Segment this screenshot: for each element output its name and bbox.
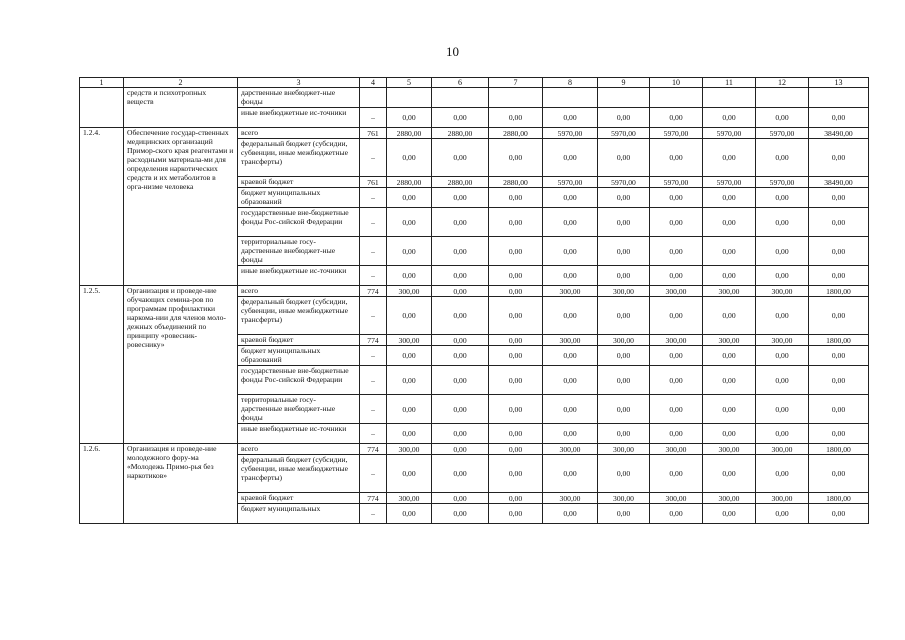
item-name: Организация и проведе-ние молодежного фору-ма «Молодежь Примо-рья без наркотиков» xyxy=(124,444,238,524)
funding-source: краевой бюджет xyxy=(238,177,360,188)
amount-cell: 0,00 xyxy=(756,455,809,493)
amount-cell: 0,00 xyxy=(387,455,432,493)
table-row xyxy=(80,444,869,455)
amount-cell: 300,00 xyxy=(387,335,432,346)
item-name: Организация и проведе-ние обучающих семина-ров по программам профилактики наркома-нии для членов моло-дежных объединений по принципу «ровесник-ровеснику» xyxy=(124,286,238,444)
amount-cell: 0,00 xyxy=(756,188,809,208)
column-header: 13 xyxy=(809,78,869,88)
table-header xyxy=(80,78,869,88)
amount-cell: 0,00 xyxy=(432,286,489,297)
funding-source: иные внебюджетные ис-точники xyxy=(238,424,360,444)
amount-cell: 0,00 xyxy=(432,208,489,237)
amount-cell: 0,00 xyxy=(756,366,809,395)
amount-cell: 0,00 xyxy=(703,266,756,286)
item-name: средств и психотропных веществ xyxy=(124,88,238,128)
funding-source: всего xyxy=(238,286,360,297)
amount-cell: 300,00 xyxy=(543,493,598,504)
amount-cell: 0,00 xyxy=(489,108,543,128)
executor-code: – xyxy=(360,455,387,493)
executor-code: 761 xyxy=(360,177,387,188)
funding-source: краевой бюджет xyxy=(238,493,360,504)
amount-cell: 0,00 xyxy=(489,297,543,335)
amount-cell: 0,00 xyxy=(432,444,489,455)
amount-cell: 0,00 xyxy=(650,455,703,493)
amount-cell: 0,00 xyxy=(543,346,598,366)
amount-cell: 300,00 xyxy=(598,286,650,297)
amount-cell: 5970,00 xyxy=(598,177,650,188)
amount-cell: 0,00 xyxy=(756,504,809,524)
column-header: 12 xyxy=(756,78,809,88)
amount-cell: 0,00 xyxy=(387,108,432,128)
executor-code: – xyxy=(360,366,387,395)
amount-cell: 1800,00 xyxy=(809,493,869,504)
amount-cell: 0,00 xyxy=(432,139,489,177)
executor-code: 774 xyxy=(360,335,387,346)
column-header: 3 xyxy=(238,78,360,88)
amount-cell: 300,00 xyxy=(703,444,756,455)
amount-cell: 0,00 xyxy=(809,208,869,237)
amount-cell xyxy=(598,88,650,108)
page-number: 10 xyxy=(446,44,459,59)
amount-cell xyxy=(432,88,489,108)
funding-source: государственные вне-бюджетные фонды Рос-сийской Федерации xyxy=(238,366,360,395)
amount-cell: 0,00 xyxy=(703,455,756,493)
amount-cell: 0,00 xyxy=(489,208,543,237)
amount-cell: 0,00 xyxy=(598,297,650,335)
amount-cell: 0,00 xyxy=(543,139,598,177)
amount-cell: 0,00 xyxy=(489,346,543,366)
amount-cell: 0,00 xyxy=(387,208,432,237)
amount-cell: 0,00 xyxy=(387,237,432,266)
amount-cell: 0,00 xyxy=(432,266,489,286)
amount-cell xyxy=(756,88,809,108)
column-header: 8 xyxy=(543,78,598,88)
amount-cell: 0,00 xyxy=(703,346,756,366)
table-row xyxy=(80,128,869,139)
amount-cell: 0,00 xyxy=(598,266,650,286)
amount-cell: 0,00 xyxy=(703,395,756,424)
amount-cell: 0,00 xyxy=(650,395,703,424)
amount-cell: 0,00 xyxy=(809,455,869,493)
item-code xyxy=(80,88,124,128)
amount-cell: 0,00 xyxy=(489,424,543,444)
amount-cell: 0,00 xyxy=(756,346,809,366)
amount-cell: 0,00 xyxy=(650,424,703,444)
funding-source: иные внебюджетные ис-точники xyxy=(238,266,360,286)
amount-cell: 0,00 xyxy=(598,504,650,524)
item-code: 1.2.5. xyxy=(80,286,124,444)
amount-cell: 0,00 xyxy=(489,455,543,493)
executor-code: – xyxy=(360,108,387,128)
amount-cell: 0,00 xyxy=(432,366,489,395)
table-row xyxy=(80,286,869,297)
executor-code: 761 xyxy=(360,128,387,139)
amount-cell: 0,00 xyxy=(543,395,598,424)
column-header: 9 xyxy=(598,78,650,88)
executor-code xyxy=(360,88,387,108)
amount-cell: 0,00 xyxy=(543,188,598,208)
amount-cell: 0,00 xyxy=(809,395,869,424)
executor-code: – xyxy=(360,266,387,286)
amount-cell: 300,00 xyxy=(543,286,598,297)
amount-cell: 0,00 xyxy=(489,188,543,208)
budget-table xyxy=(79,77,869,524)
amount-cell: 0,00 xyxy=(650,237,703,266)
amount-cell: 0,00 xyxy=(543,266,598,286)
amount-cell: 2880,00 xyxy=(489,177,543,188)
executor-code: 774 xyxy=(360,493,387,504)
amount-cell: 0,00 xyxy=(650,366,703,395)
funding-source: федеральный бюджет (субсидии, субвенции, иные межбюджетные трансферты) xyxy=(238,297,360,335)
amount-cell xyxy=(703,88,756,108)
amount-cell: 0,00 xyxy=(489,504,543,524)
amount-cell: 5970,00 xyxy=(650,177,703,188)
amount-cell: 0,00 xyxy=(598,424,650,444)
amount-cell: 300,00 xyxy=(756,335,809,346)
amount-cell: 0,00 xyxy=(432,346,489,366)
amount-cell: 300,00 xyxy=(387,493,432,504)
funding-source: территориальные госу-дарственные внебюджет-ные фонды xyxy=(238,237,360,266)
amount-cell: 38490,00 xyxy=(809,177,869,188)
funding-source: всего xyxy=(238,128,360,139)
table-body xyxy=(80,88,869,524)
amount-cell: 0,00 xyxy=(598,395,650,424)
amount-cell: 0,00 xyxy=(650,139,703,177)
funding-source: бюджет муниципальных образований xyxy=(238,188,360,208)
amount-cell: 0,00 xyxy=(543,424,598,444)
amount-cell: 300,00 xyxy=(703,286,756,297)
amount-cell: 0,00 xyxy=(489,366,543,395)
amount-cell: 300,00 xyxy=(387,286,432,297)
amount-cell: 0,00 xyxy=(489,335,543,346)
amount-cell: 0,00 xyxy=(809,504,869,524)
amount-cell: 0,00 xyxy=(809,139,869,177)
amount-cell: 0,00 xyxy=(703,366,756,395)
amount-cell xyxy=(387,88,432,108)
amount-cell: 0,00 xyxy=(650,297,703,335)
amount-cell xyxy=(809,88,869,108)
amount-cell: 300,00 xyxy=(598,493,650,504)
amount-cell: 0,00 xyxy=(432,395,489,424)
column-header: 6 xyxy=(432,78,489,88)
amount-cell: 300,00 xyxy=(756,444,809,455)
amount-cell xyxy=(489,88,543,108)
amount-cell: 0,00 xyxy=(489,266,543,286)
executor-code: – xyxy=(360,297,387,335)
amount-cell: 0,00 xyxy=(756,266,809,286)
amount-cell: 0,00 xyxy=(756,237,809,266)
amount-cell: 0,00 xyxy=(703,139,756,177)
amount-cell: 0,00 xyxy=(432,424,489,444)
amount-cell: 0,00 xyxy=(432,455,489,493)
header-row xyxy=(80,78,869,88)
amount-cell: 0,00 xyxy=(432,297,489,335)
executor-code: – xyxy=(360,504,387,524)
column-header: 5 xyxy=(387,78,432,88)
executor-code: – xyxy=(360,424,387,444)
amount-cell: 0,00 xyxy=(432,237,489,266)
amount-cell: 0,00 xyxy=(598,208,650,237)
amount-cell: 0,00 xyxy=(598,366,650,395)
amount-cell: 0,00 xyxy=(543,504,598,524)
executor-code: 774 xyxy=(360,286,387,297)
amount-cell: 300,00 xyxy=(598,444,650,455)
amount-cell: 0,00 xyxy=(598,188,650,208)
item-code: 1.2.4. xyxy=(80,128,124,286)
amount-cell: 0,00 xyxy=(387,504,432,524)
amount-cell: 0,00 xyxy=(809,108,869,128)
amount-cell: 0,00 xyxy=(598,346,650,366)
amount-cell: 300,00 xyxy=(598,335,650,346)
column-header: 7 xyxy=(489,78,543,88)
amount-cell: 0,00 xyxy=(756,395,809,424)
item-name: Обеспечение государ-ственных медицинских организаций Примор-ского края реагентами и расходными материала-ми для определения наркотических средств и их метаболитов в орга-низме человека xyxy=(124,128,238,286)
amount-cell: 5970,00 xyxy=(543,128,598,139)
amount-cell: 300,00 xyxy=(543,335,598,346)
amount-cell: 300,00 xyxy=(387,444,432,455)
amount-cell: 5970,00 xyxy=(703,128,756,139)
amount-cell: 0,00 xyxy=(809,297,869,335)
amount-cell: 0,00 xyxy=(543,297,598,335)
funding-source: дарственные внебюджет-ные фонды xyxy=(238,88,360,108)
amount-cell: 5970,00 xyxy=(650,128,703,139)
executor-code: 774 xyxy=(360,444,387,455)
amount-cell: 0,00 xyxy=(650,346,703,366)
amount-cell: 0,00 xyxy=(756,108,809,128)
item-code: 1.2.6. xyxy=(80,444,124,524)
amount-cell: 300,00 xyxy=(543,444,598,455)
amount-cell: 5970,00 xyxy=(598,128,650,139)
amount-cell: 0,00 xyxy=(703,188,756,208)
amount-cell: 0,00 xyxy=(650,188,703,208)
amount-cell xyxy=(650,88,703,108)
amount-cell: 300,00 xyxy=(650,444,703,455)
executor-code: – xyxy=(360,237,387,266)
amount-cell: 0,00 xyxy=(809,188,869,208)
amount-cell: 0,00 xyxy=(598,455,650,493)
amount-cell: 0,00 xyxy=(489,444,543,455)
amount-cell: 0,00 xyxy=(387,366,432,395)
amount-cell: 300,00 xyxy=(650,493,703,504)
amount-cell: 5970,00 xyxy=(756,177,809,188)
funding-source: территориальные госу-дарственные внебюджет-ные фонды xyxy=(238,395,360,424)
amount-cell: 38490,00 xyxy=(809,128,869,139)
amount-cell: 0,00 xyxy=(387,424,432,444)
amount-cell: 0,00 xyxy=(598,237,650,266)
amount-cell: 2880,00 xyxy=(432,177,489,188)
amount-cell: 0,00 xyxy=(809,366,869,395)
funding-source: федеральный бюджет (субсидии, субвенции, иные межбюджетные трансферты) xyxy=(238,455,360,493)
amount-cell: 0,00 xyxy=(598,139,650,177)
amount-cell: 2880,00 xyxy=(387,177,432,188)
amount-cell: 5970,00 xyxy=(543,177,598,188)
amount-cell: 0,00 xyxy=(489,395,543,424)
amount-cell: 0,00 xyxy=(489,286,543,297)
executor-code: – xyxy=(360,208,387,237)
amount-cell: 1800,00 xyxy=(809,335,869,346)
executor-code: – xyxy=(360,188,387,208)
amount-cell: 300,00 xyxy=(650,335,703,346)
amount-cell: 2880,00 xyxy=(489,128,543,139)
amount-cell: 0,00 xyxy=(432,335,489,346)
amount-cell: 300,00 xyxy=(756,286,809,297)
amount-cell: 0,00 xyxy=(703,297,756,335)
amount-cell: 0,00 xyxy=(489,139,543,177)
amount-cell: 0,00 xyxy=(756,297,809,335)
amount-cell: 0,00 xyxy=(543,366,598,395)
amount-cell: 0,00 xyxy=(650,108,703,128)
amount-cell: 0,00 xyxy=(650,208,703,237)
funding-source: всего xyxy=(238,444,360,455)
column-header: 4 xyxy=(360,78,387,88)
column-header: 1 xyxy=(80,78,124,88)
amount-cell: 1800,00 xyxy=(809,444,869,455)
amount-cell: 0,00 xyxy=(387,188,432,208)
amount-cell: 300,00 xyxy=(650,286,703,297)
amount-cell: 0,00 xyxy=(809,266,869,286)
amount-cell: 0,00 xyxy=(489,493,543,504)
column-header: 2 xyxy=(124,78,238,88)
funding-source: государственные вне-бюджетные фонды Рос-сийской Федерации xyxy=(238,208,360,237)
amount-cell: 0,00 xyxy=(432,493,489,504)
amount-cell: 0,00 xyxy=(809,346,869,366)
amount-cell: 1800,00 xyxy=(809,286,869,297)
executor-code: – xyxy=(360,139,387,177)
amount-cell: 5970,00 xyxy=(703,177,756,188)
amount-cell: 300,00 xyxy=(703,493,756,504)
column-header: 11 xyxy=(703,78,756,88)
amount-cell: 0,00 xyxy=(703,108,756,128)
amount-cell: 0,00 xyxy=(387,395,432,424)
amount-cell: 0,00 xyxy=(387,346,432,366)
column-header: 10 xyxy=(650,78,703,88)
amount-cell: 0,00 xyxy=(543,208,598,237)
amount-cell: 0,00 xyxy=(809,424,869,444)
amount-cell: 300,00 xyxy=(703,335,756,346)
amount-cell: 2880,00 xyxy=(432,128,489,139)
amount-cell: 0,00 xyxy=(598,108,650,128)
amount-cell xyxy=(543,88,598,108)
amount-cell: 0,00 xyxy=(756,424,809,444)
amount-cell: 0,00 xyxy=(489,237,543,266)
amount-cell: 0,00 xyxy=(432,504,489,524)
funding-source: бюджет муниципальных xyxy=(238,504,360,524)
amount-cell: 0,00 xyxy=(703,237,756,266)
amount-cell: 0,00 xyxy=(543,455,598,493)
amount-cell: 0,00 xyxy=(543,237,598,266)
amount-cell: 300,00 xyxy=(756,493,809,504)
amount-cell: 0,00 xyxy=(703,208,756,237)
funding-source: краевой бюджет xyxy=(238,335,360,346)
amount-cell: 0,00 xyxy=(432,188,489,208)
table-row xyxy=(80,88,869,108)
amount-cell: 0,00 xyxy=(756,139,809,177)
executor-code: – xyxy=(360,346,387,366)
amount-cell: 0,00 xyxy=(756,208,809,237)
funding-source: федеральный бюджет (субсидии, субвенции, иные межбюджетные трансферты) xyxy=(238,139,360,177)
amount-cell: 0,00 xyxy=(809,237,869,266)
amount-cell: 0,00 xyxy=(387,266,432,286)
amount-cell: 0,00 xyxy=(650,504,703,524)
amount-cell: 0,00 xyxy=(703,504,756,524)
amount-cell: 5970,00 xyxy=(756,128,809,139)
funding-source: иные внебюджетные ис-точники xyxy=(238,108,360,128)
amount-cell: 2880,00 xyxy=(387,128,432,139)
funding-source: бюджет муниципальных образований xyxy=(238,346,360,366)
amount-cell: 0,00 xyxy=(703,424,756,444)
amount-cell: 0,00 xyxy=(387,139,432,177)
amount-cell: 0,00 xyxy=(432,108,489,128)
executor-code: – xyxy=(360,395,387,424)
amount-cell: 0,00 xyxy=(650,266,703,286)
amount-cell: 0,00 xyxy=(387,297,432,335)
amount-cell: 0,00 xyxy=(543,108,598,128)
